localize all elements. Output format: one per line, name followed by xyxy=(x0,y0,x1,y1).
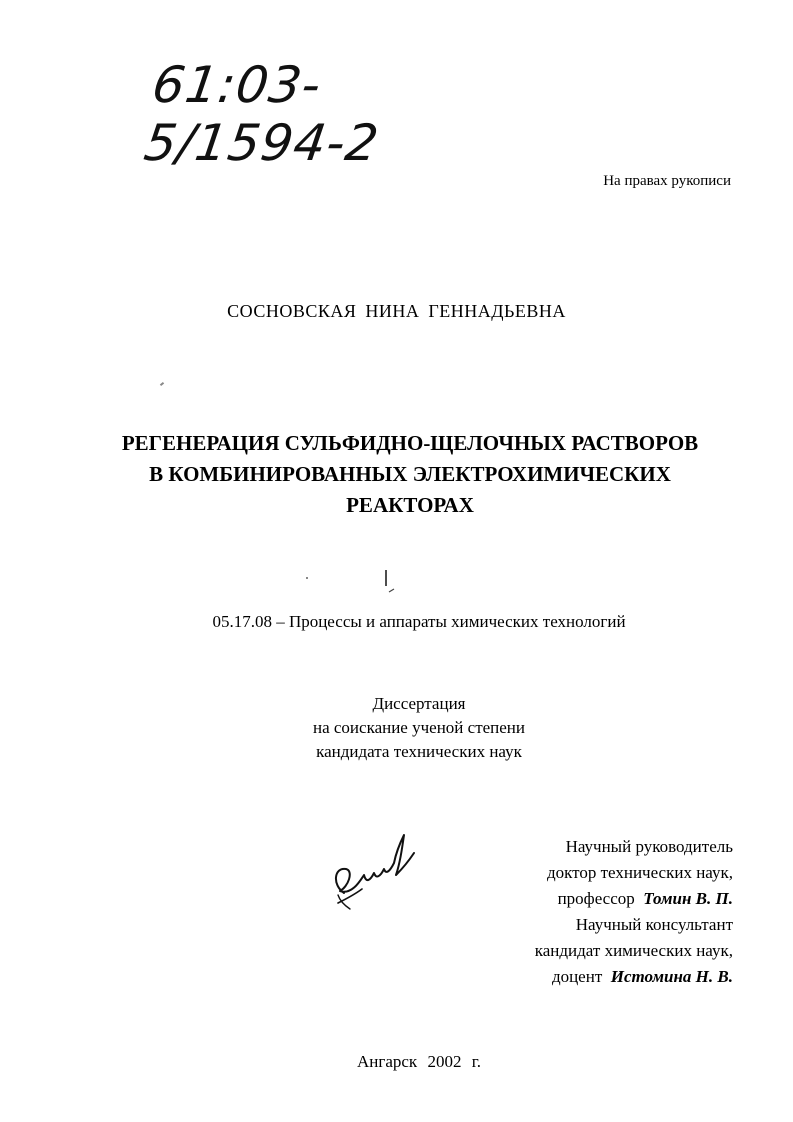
degree-line-1: Диссертация xyxy=(372,694,466,713)
title-line-2: В КОМБИНИРОВАННЫХ ЭЛЕКТРОХИМИЧЕСКИХ xyxy=(149,462,671,486)
degree-line-2: на соискание ученой степени xyxy=(312,718,526,737)
consultant-rank: доцент xyxy=(551,967,603,986)
thesis-title xyxy=(60,428,760,521)
signature-icon xyxy=(326,823,426,918)
title-line-1: РЕГЕНЕРАЦИЯ СУЛЬФИДНО-ЩЕЛОЧНЫХ РАСТВОРОВ xyxy=(121,431,699,455)
handwritten-catalog-number xyxy=(140,56,497,172)
supervisors-block xyxy=(535,834,733,990)
scan-speck xyxy=(306,577,308,579)
consultant-line xyxy=(535,964,733,990)
advisor-line xyxy=(535,886,733,912)
degree-block xyxy=(0,692,793,764)
year: 2002 г. xyxy=(427,1052,481,1071)
advisor-name: Томин В. П. xyxy=(643,889,733,908)
author-name: СОСНОВСКАЯ НИНА ГЕННАДЬЕВНА xyxy=(227,301,566,321)
consultant-role: Научный консультант xyxy=(575,915,733,934)
pen-mark-icon xyxy=(383,568,397,596)
scan-speck xyxy=(160,382,164,386)
city: Ангарск xyxy=(356,1052,418,1071)
consultant-degree: кандидат химических наук, xyxy=(534,941,733,960)
advisor-degree: доктор технических наук, xyxy=(546,863,733,882)
manuscript-note: На правах рукописи xyxy=(603,173,731,189)
catalog-number-text: 61:03-5/1594-2 xyxy=(140,56,383,172)
consultant-name: Истомина Н. В. xyxy=(610,967,733,986)
advisor-rank: профессор xyxy=(557,889,635,908)
title-line-3: РЕАКТОРАХ xyxy=(346,493,474,517)
specialty-code: 05.17.08 – Процессы и аппараты химических технологий xyxy=(212,612,626,631)
degree-line-3: кандидата технических наук xyxy=(316,742,522,761)
place-and-year xyxy=(0,1052,793,1072)
advisor-role: Научный руководитель xyxy=(565,837,733,856)
